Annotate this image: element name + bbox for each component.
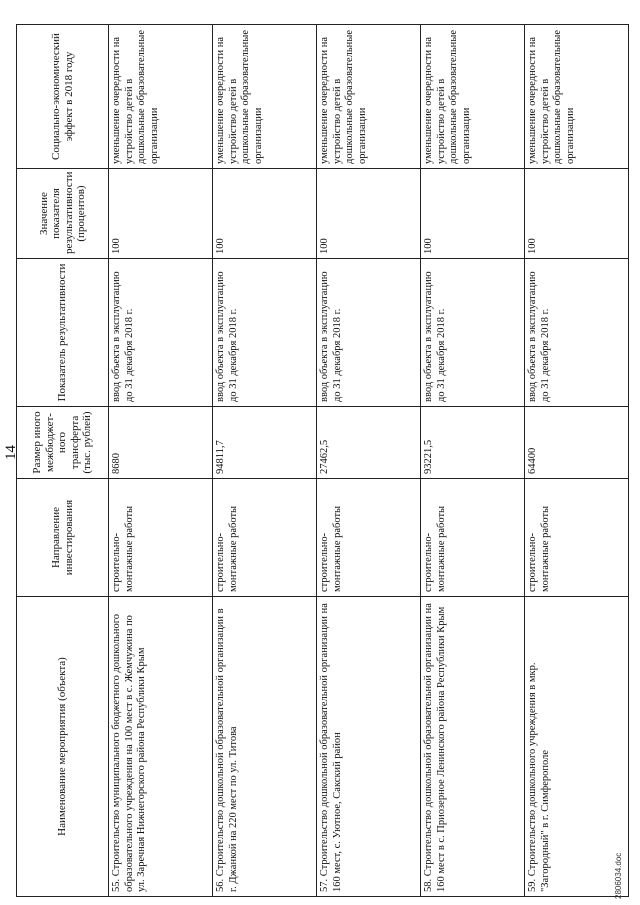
cell-name: 56. Строительство дошкольной образовательной организации в г. Джанкой на 220 мест по ул. Титова (213, 597, 317, 897)
header-indicator: Показатель результативности (17, 259, 109, 407)
cell-indicator: ввод объекта в эксплуатацию до 31 декабря 2018 г. (525, 259, 629, 407)
table-row (109, 25, 213, 897)
header-effect: Социально-экономический эффект в 2018 году (17, 25, 109, 169)
cell-value: 100 (525, 169, 629, 259)
cell-name: 58. Строительство дошкольной образовательной организации на 160 мест в с. Приозерное Ленинского района Республики Крым (421, 597, 525, 897)
cell-name: 59. Строительство дошкольного учреждения в мкр. "Загородный" в г. Симферополе (525, 597, 629, 897)
cell-indicator: ввод объекта в эксплуатацию до 31 декабря 2018 г. (213, 259, 317, 407)
cell-direction: строительно-монтажные работы (109, 479, 213, 597)
table-row (317, 25, 421, 897)
cell-value: 100 (317, 169, 421, 259)
header-name: Наименование мероприятия (объекта) (17, 597, 109, 897)
table-row (213, 25, 317, 897)
cell-value: 100 (109, 169, 213, 259)
investment-table (16, 24, 629, 897)
cell-indicator: ввод объекта в эксплуатацию до 31 декабря 2018 г. (109, 259, 213, 407)
cell-indicator: ввод объекта в эксплуатацию до 31 декабря 2018 г. (421, 259, 525, 407)
cell-indicator: ввод объекта в эксплуатацию до 31 декабря 2018 г. (317, 259, 421, 407)
header-value: Значение показателя результативности (процентов) (17, 169, 109, 259)
cell-direction: строительно-монтажные работы (421, 479, 525, 597)
cell-name: 55. Строительство муниципального бюджетного дошкольного образовательного учреждения на 100 мест в с. Жемчужина по ул. Заречная Нижнегорского района Республики Крым (109, 597, 213, 897)
cell-direction: строительно-монтажные работы (317, 479, 421, 597)
cell-direction: строительно-монтажные работы (213, 479, 317, 597)
header-amount: Размер иного межбюджет-ного трансферта (тыс. рублей) (17, 407, 109, 479)
cell-effect: уменьшение очередности на устройство детей в дошкольные образовательные организации (525, 25, 629, 169)
cell-amount: 94811,7 (213, 407, 317, 479)
document-id: 2806034.doc (614, 852, 623, 899)
cell-value: 100 (213, 169, 317, 259)
table-row (525, 25, 629, 897)
cell-effect: уменьшение очередности на устройство детей в дошкольные образовательные организации (317, 25, 421, 169)
cell-amount: 64400 (525, 407, 629, 479)
cell-direction: строительно-монтажные работы (525, 479, 629, 597)
cell-value: 100 (421, 169, 525, 259)
cell-amount: 93221,5 (421, 407, 525, 479)
table-row (421, 25, 525, 897)
cell-effect: уменьшение очередности на устройство детей в дошкольные образовательные организации (109, 25, 213, 169)
cell-amount: 8680 (109, 407, 213, 479)
table-header-row (17, 25, 109, 897)
cell-amount: 27462,5 (317, 407, 421, 479)
header-direction: Направление инвестирования (17, 479, 109, 597)
page-number: 14 (3, 445, 19, 460)
cell-name: 57. Строительство дошкольной образовательной организации на 160 мест, с. Уютное, Сакский район (317, 597, 421, 897)
cell-effect: уменьшение очередности на устройство детей в дошкольные образовательные организации (421, 25, 525, 169)
cell-effect: уменьшение очередности на устройство детей в дошкольные образовательные организации (213, 25, 317, 169)
